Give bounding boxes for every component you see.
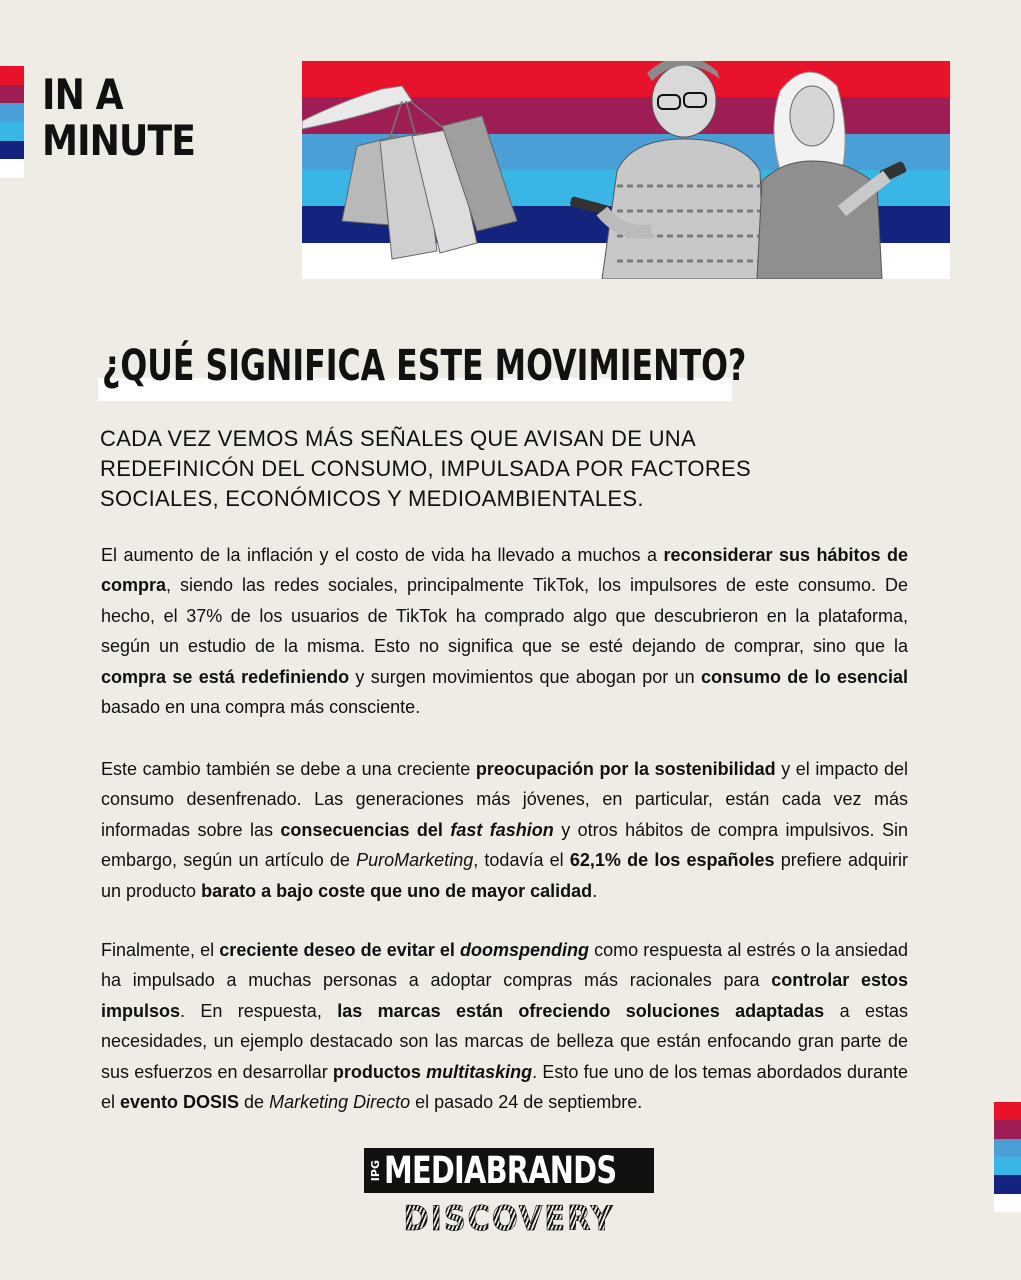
- logo-main-text: MEDIABRANDS: [384, 1149, 617, 1192]
- shopping-people-illustration-icon: [302, 61, 950, 279]
- text: , todavía el: [473, 850, 570, 871]
- text: y otros hábitos de compra impulsivos. Sin embargo, según un artículo de: [101, 819, 908, 871]
- italic-text: Marketing Directo: [269, 1092, 411, 1113]
- bold-text: barato a bajo coste que uno de mayor calidad: [201, 880, 593, 901]
- bold-text: evento DOSIS: [120, 1092, 240, 1113]
- bold-italic-text: fast fashion: [450, 819, 554, 840]
- bold-text: las marcas están ofreciendo soluciones adaptadas: [337, 1000, 825, 1021]
- text: . Esto fue uno de los temas abordados durante el: [101, 1061, 909, 1113]
- logo-top-bar: [364, 1148, 654, 1193]
- brand-line-1: IN A: [42, 70, 123, 119]
- text: .: [592, 880, 598, 901]
- bold-text: preocupación por la sostenibilidad: [475, 759, 776, 779]
- page-title: ¿QUÉ SIGNIFICA ESTE MOVIMIENTO?: [102, 341, 747, 391]
- text: como respuesta al estrés o la ansiedad ha impulsado a muchas personas a adoptar compras más racionales para: [101, 940, 908, 991]
- text: a estas necesidades, un ejemplo destacado son las marcas de belleza que están enfocando gran parte de sus esfuerzos en desarrollar: [101, 1000, 908, 1082]
- italic-text: PuroMarketing: [356, 850, 474, 871]
- bold-text: productos: [332, 1061, 427, 1082]
- text: , siendo las redes sociales, principalmente TikTok, los impulsores de este consumo. De hecho, el 37% de los usuarios de TikTok ha comprado algo que descubrieron en la plataforma, según un estudio de la misma. Esto no significa que se esté dejando de comprar, sino que la: [101, 575, 908, 657]
- mediabrands-discovery-logo: [364, 1148, 654, 1239]
- text: de: [239, 1092, 270, 1113]
- subheading: CADA VEZ VEMOS MÁS SEÑALES QUE AVISAN DE UNA REDEFINICÓN DEL CONSUMO, IMPULSADA POR FACTORES SOCIALES, ECONÓMICOS Y MEDIOAMBIENTALES.: [100, 426, 751, 511]
- logo-sub-text: DISCOVERY: [379, 1199, 640, 1239]
- text: Este cambio también se debe a una creciente: [101, 759, 476, 779]
- bold-text: consumo de lo esencial: [700, 666, 908, 687]
- text: basado en una compra más consciente.: [101, 697, 421, 718]
- text: El aumento de la inflación y el costo de vida ha llevado a muchos a: [101, 545, 664, 565]
- text: prefiere adquirir un producto: [101, 850, 909, 901]
- bold-italic-text: doomspending: [460, 940, 589, 960]
- right-color-stripes: [994, 1102, 1021, 1212]
- text: y el impacto del consumo desenfrenado. Las generaciones más jóvenes, en particular, están cada vez más informadas sobre las: [101, 759, 908, 840]
- section-heading: [98, 338, 747, 402]
- text: y surgen movimientos que abogan por un: [349, 666, 701, 687]
- bold-text: creciente deseo de evitar el: [219, 940, 460, 960]
- text: . En respuesta,: [180, 1000, 338, 1021]
- paragraph-3: [101, 935, 908, 1117]
- logo-ipg: IPG: [369, 1159, 382, 1182]
- bold-text: consecuencias del: [280, 819, 451, 840]
- brand-line-2: MINUTE: [42, 116, 196, 165]
- bold-text: reconsiderar sus hábitos de compra: [101, 545, 908, 596]
- text: Finalmente, el: [101, 940, 220, 960]
- bold-italic-text: multitasking: [426, 1061, 533, 1082]
- bold-text: controlar estos impulsos: [101, 970, 908, 1021]
- text: el pasado 24 de septiembre.: [410, 1092, 643, 1113]
- hero-image: [302, 61, 950, 279]
- paragraph-2: [101, 754, 908, 906]
- in-a-minute-title: [42, 72, 195, 164]
- left-color-stripes: [0, 66, 24, 178]
- bold-text: compra se está redefiniendo: [101, 666, 350, 687]
- paragraph-1: [101, 540, 908, 722]
- bold-text: 62,1% de los españoles: [569, 850, 775, 871]
